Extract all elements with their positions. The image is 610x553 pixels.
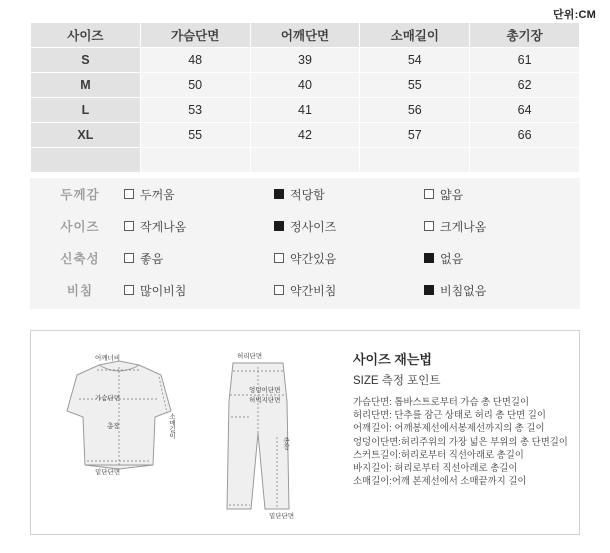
checkbox-option[interactable] bbox=[124, 186, 274, 203]
guide-line-list bbox=[353, 395, 573, 487]
attribute-options bbox=[124, 186, 574, 203]
attribute-label: 사이즈 bbox=[60, 220, 100, 234]
column-header-length: 총기장 bbox=[470, 23, 580, 48]
cell-chest: 50 bbox=[140, 73, 250, 98]
cell-shoulder: 42 bbox=[250, 123, 360, 148]
table-row bbox=[31, 123, 580, 148]
size-table-container bbox=[30, 22, 580, 173]
garment-diagram-svg bbox=[37, 337, 337, 527]
checkbox-label: 작게나옴 bbox=[140, 219, 187, 234]
checkbox-label: 정사이즈 bbox=[290, 219, 337, 234]
figure-label-sleeve: 소매길이 bbox=[168, 413, 175, 439]
cell-shoulder: 41 bbox=[250, 98, 360, 123]
attribute-block bbox=[30, 178, 580, 309]
checkbox-option[interactable] bbox=[124, 250, 274, 267]
checkbox-empty-icon[interactable] bbox=[124, 285, 134, 295]
guide-subtitle: SIZE 측정 포인트 bbox=[353, 375, 441, 387]
checkbox-label: 약간있음 bbox=[290, 251, 337, 266]
garment-diagrams bbox=[37, 337, 337, 527]
attribute-row-elasticity bbox=[30, 242, 580, 274]
cell-length: 66 bbox=[470, 123, 580, 148]
attribute-row-transparency bbox=[30, 274, 580, 306]
guide-line: 어깨길이: 어깨봉제선에서봉제선까지의 총 길이 bbox=[353, 422, 545, 434]
checkbox-option[interactable] bbox=[274, 218, 424, 235]
checkbox-empty-icon[interactable] bbox=[124, 221, 134, 231]
checkbox-label: 얇음 bbox=[440, 187, 464, 202]
attribute-options bbox=[124, 282, 574, 299]
cell-chest: 48 bbox=[140, 48, 250, 73]
checkbox-option[interactable] bbox=[274, 250, 424, 267]
attribute-label: 두께감 bbox=[60, 188, 100, 202]
cell-shoulder bbox=[250, 148, 360, 173]
table-header-row bbox=[31, 23, 580, 48]
cell-sleeve bbox=[360, 148, 470, 173]
guide-line: 가슴단면: 톱바스트로부터 가슴 총 단면길이 bbox=[353, 396, 530, 407]
column-header-sleeve: 소매길이 bbox=[360, 23, 470, 48]
checkbox-label: 적당함 bbox=[290, 187, 325, 202]
checkbox-label: 약간비침 bbox=[290, 283, 337, 298]
table-row bbox=[31, 48, 580, 73]
checkbox-label: 없음 bbox=[440, 251, 464, 266]
checkbox-empty-icon[interactable] bbox=[274, 253, 284, 263]
figure-label-hip: 엉덩이단면 bbox=[249, 387, 281, 394]
guide-line: 바지길이: 허리로부터 직선아래로 총길이 bbox=[353, 462, 518, 474]
cell-shoulder: 39 bbox=[250, 48, 360, 73]
attribute-options bbox=[124, 218, 574, 235]
table-row bbox=[31, 148, 580, 173]
cell-length: 61 bbox=[470, 48, 580, 73]
attribute-options bbox=[124, 250, 574, 267]
guide-line: 엉덩이단면:허리주위의 가장 넒은 부위의 총 단면길이 bbox=[353, 435, 568, 447]
measure-guide-text bbox=[353, 349, 573, 487]
checkbox-option[interactable] bbox=[424, 186, 574, 203]
attribute-label: 비침 bbox=[66, 284, 94, 298]
checkbox-option[interactable] bbox=[274, 282, 424, 299]
guide-line: 소매길이:어깨 본제선에서 소매끝까지 길이 bbox=[353, 475, 527, 487]
sweatshirt-figure bbox=[67, 361, 171, 469]
row-header-size: M bbox=[31, 73, 141, 98]
checkbox-empty-icon[interactable] bbox=[424, 221, 434, 231]
cell-sleeve: 56 bbox=[360, 98, 470, 123]
figure-label-total-length: 총장 bbox=[107, 423, 120, 430]
checkbox-empty-icon[interactable] bbox=[274, 285, 284, 295]
checkbox-empty-icon[interactable] bbox=[424, 189, 434, 199]
size-table bbox=[30, 22, 580, 173]
guide-title: 사이즈 재는법 bbox=[353, 352, 432, 367]
cell-sleeve: 55 bbox=[360, 73, 470, 98]
figure-label-pants-hem: 밑단단면 bbox=[269, 513, 295, 520]
table-row bbox=[31, 98, 580, 123]
size-table-head bbox=[31, 23, 580, 48]
cell-length bbox=[470, 148, 580, 173]
checkbox-label: 두꺼움 bbox=[140, 187, 175, 202]
cell-sleeve: 57 bbox=[360, 123, 470, 148]
column-header-size: 사이즈 bbox=[31, 23, 141, 48]
figure-label-hem: 밑단단면 bbox=[95, 469, 121, 476]
checkbox-checked-icon[interactable] bbox=[424, 285, 434, 295]
guide-line: 스커트길이:허리로부터 직선아래로 총길이 bbox=[353, 448, 524, 460]
checkbox-empty-icon[interactable] bbox=[124, 189, 134, 199]
checkbox-option[interactable] bbox=[424, 282, 574, 299]
cell-length: 62 bbox=[470, 73, 580, 98]
figure-label-shoulder: 어깨너비 bbox=[95, 355, 121, 362]
guide-line: 허리단면: 단추를 잠근 상태로 허리 총 단면 길이 bbox=[353, 409, 546, 421]
checkbox-empty-icon[interactable] bbox=[124, 253, 134, 263]
row-header-size: XL bbox=[31, 123, 141, 148]
checkbox-option[interactable] bbox=[424, 218, 574, 235]
measure-guide-panel bbox=[30, 330, 580, 535]
figure-label-thigh: 허벅지단면 bbox=[249, 397, 281, 404]
checkbox-label: 좋음 bbox=[140, 251, 164, 266]
column-header-shoulder: 어깨단면 bbox=[250, 23, 360, 48]
figure-label-waist: 허리단면 bbox=[237, 353, 263, 360]
cell-shoulder: 40 bbox=[250, 73, 360, 98]
attribute-row-thickness bbox=[30, 178, 580, 210]
checkbox-option[interactable] bbox=[124, 282, 274, 299]
checkbox-label: 많이비침 bbox=[140, 283, 187, 298]
checkbox-option[interactable] bbox=[424, 250, 574, 267]
row-header-size bbox=[31, 148, 141, 173]
size-table-body bbox=[31, 48, 580, 173]
cell-chest: 55 bbox=[140, 123, 250, 148]
column-header-chest: 가슴단면 bbox=[140, 23, 250, 48]
checkbox-checked-icon[interactable] bbox=[424, 253, 434, 263]
cell-length: 64 bbox=[470, 98, 580, 123]
cell-chest bbox=[140, 148, 250, 173]
table-row bbox=[31, 73, 580, 98]
cell-chest: 53 bbox=[140, 98, 250, 123]
row-header-size: L bbox=[31, 98, 141, 123]
attribute-label: 신축성 bbox=[60, 252, 100, 266]
figure-label-chest: 가슴단면 bbox=[95, 395, 121, 402]
attribute-row-size bbox=[30, 210, 580, 242]
checkbox-label: 크게나옴 bbox=[440, 219, 487, 234]
checkbox-option[interactable] bbox=[124, 218, 274, 235]
figure-label-pants-length: 총장 bbox=[282, 437, 289, 450]
unit-label: 단위:CM bbox=[552, 9, 596, 21]
checkbox-checked-icon[interactable] bbox=[274, 189, 284, 199]
checkbox-label: 비침없음 bbox=[440, 283, 487, 298]
checkbox-checked-icon[interactable] bbox=[274, 221, 284, 231]
cell-sleeve: 54 bbox=[360, 48, 470, 73]
row-header-size: S bbox=[31, 48, 141, 73]
checkbox-option[interactable] bbox=[274, 186, 424, 203]
